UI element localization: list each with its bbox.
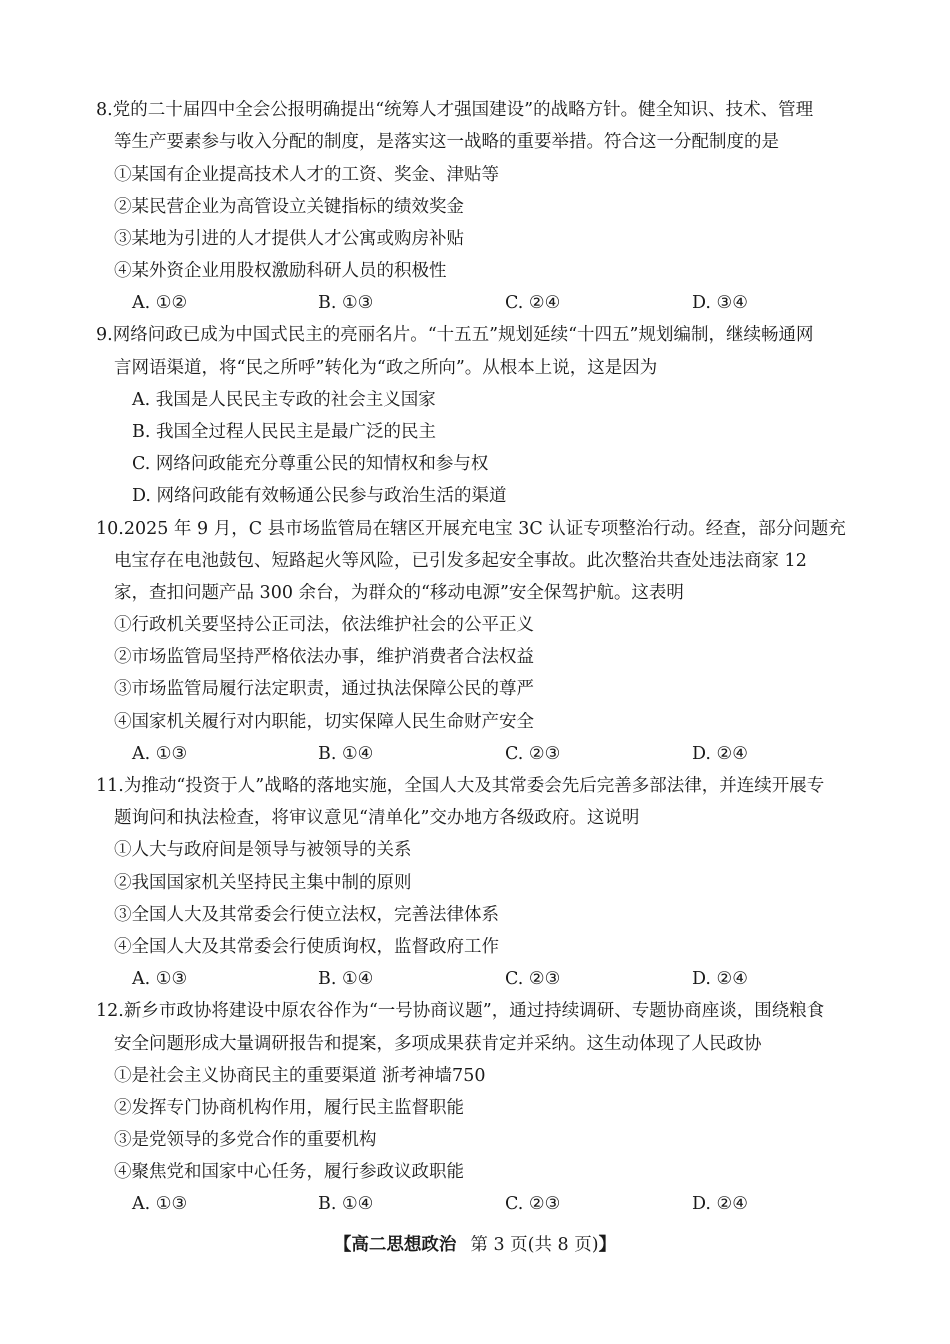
question-11-item-4: ④全国人大及其常委会行使质询权，监督政府工作 — [114, 937, 499, 957]
question-11-item-3: ③全国人大及其常委会行使立法权，完善法律体系 — [114, 905, 499, 925]
question-11-choice-c: C. ②③ — [505, 969, 561, 989]
footer-subject: 高二思想政治 — [351, 1235, 457, 1255]
question-9-stem-line-2: 言网语渠道，将“民之所呼”转化为“政之所向”。从根本上说，这是因为 — [114, 358, 658, 378]
question-10-stem-line-1: 10.2025 年 9 月，C 县市场监管局在辖区开展充电宝 3C 认证专项整治行动。经查，部分问题充 — [96, 519, 846, 539]
question-9-option-c: C. 网络问政能充分尊重公民的知情权和参与权 — [132, 454, 489, 474]
question-12-stem-line-2: 安全问题形成大量调研报告和提案，多项成果获肯定并采纳。这生动体现了人民政协 — [114, 1034, 762, 1054]
question-8-choice-b: B. ①③ — [318, 293, 374, 313]
question-8-item-3: ③某地为引进的人才提供人才公寓或购房补贴 — [114, 229, 464, 249]
question-9-option-d: D. 网络问政能有效畅通公民参与政治生活的渠道 — [132, 486, 507, 506]
question-11-stem-line-1: 11.为推动“投资于人”战略的落地实施，全国人大及其常委会先后完善多部法律，并连续开展专 — [96, 776, 825, 796]
question-10-item-4: ④国家机关履行对内职能，切实保障人民生命财产安全 — [114, 712, 534, 732]
question-12-item-4: ④聚焦党和国家中心任务，履行参政议政职能 — [114, 1162, 464, 1182]
question-10-choice-b: B. ①④ — [318, 744, 374, 764]
question-12-item-2: ②发挥专门协商机构作用，履行民主监督职能 — [114, 1098, 464, 1118]
question-10-item-2: ②市场监管局坚持严格依法办事，维护消费者合法权益 — [114, 647, 534, 667]
question-10-choice-a: A. ①③ — [132, 744, 188, 764]
question-12-choice-d: D. ②④ — [692, 1194, 748, 1214]
question-9-option-b: B. 我国全过程人民民主是最广泛的民主 — [132, 422, 436, 442]
question-12-item-3: ③是党领导的多党合作的重要机构 — [114, 1130, 377, 1150]
question-8-stem-line-1: 8.党的二十届四中全会公报明确提出“统筹人才强国建设”的战略方针。健全知识、技术、管理 — [96, 100, 814, 120]
question-11-choice-d: D. ②④ — [692, 969, 748, 989]
question-8-item-1: ①某国有企业提高技术人才的工资、奖金、津贴等 — [114, 165, 499, 185]
footer-right-bracket: 】 — [598, 1235, 617, 1255]
question-11-choice-a: A. ①③ — [132, 969, 188, 989]
question-8-choice-a: A. ①② — [132, 293, 188, 313]
question-8-stem-line-2: 等生产要素参与收入分配的制度，是落实这一战略的重要举措。符合这一分配制度的是 — [114, 132, 779, 152]
question-8-choice-d: D. ③④ — [692, 293, 748, 313]
question-10-item-3: ③市场监管局履行法定职责，通过执法保障公民的尊严 — [114, 679, 534, 699]
question-12-choice-a: A. ①③ — [132, 1194, 188, 1214]
question-9-option-a: A. 我国是人民民主专政的社会主义国家 — [132, 390, 436, 410]
question-10-item-1: ①行政机关要坚持公正司法，依法维护社会的公平正义 — [114, 615, 534, 635]
question-12-choice-b: B. ①④ — [318, 1194, 374, 1214]
question-12-item-1: ①是社会主义协商民主的重要渠道 浙考神墙750 — [114, 1066, 486, 1086]
question-8-item-4: ④某外资企业用股权激励科研人员的积极性 — [114, 261, 447, 281]
question-8-item-2: ②某民营企业为高管设立关键指标的绩效奖金 — [114, 197, 464, 217]
question-12-choice-c: C. ②③ — [505, 1194, 561, 1214]
question-10-choice-d: D. ②④ — [692, 744, 748, 764]
question-11-item-2: ②我国国家机关坚持民主集中制的原则 — [114, 873, 412, 893]
question-10-stem-line-2: 电宝存在电池鼓包、短路起火等风险，已引发多起安全事故。此次整治共查处违法商家 12 — [114, 551, 807, 571]
page-footer — [0, 1233, 950, 1257]
question-10-choice-c: C. ②③ — [505, 744, 561, 764]
question-12-stem-line-1: 12.新乡市政协将建设中原农谷作为“一号协商议题”，通过持续调研、专题协商座谈，围绕粮食 — [96, 1001, 825, 1021]
question-8-choice-c: C. ②④ — [505, 293, 561, 313]
question-10-stem-line-3: 家，查扣问题产品 300 余台，为群众的“移动电源”安全保驾护航。这表明 — [114, 583, 684, 603]
footer-left-bracket: 【 — [333, 1235, 352, 1255]
question-11-choice-b: B. ①④ — [318, 969, 374, 989]
question-11-stem-line-2: 题询问和执法检查，将审议意见“清单化”交办地方各级政府。这说明 — [114, 808, 640, 828]
footer-page-info: 第 3 页(共 8 页) — [470, 1235, 599, 1255]
question-9-stem-line-1: 9.网络问政已成为中国式民主的亮丽名片。“十五五”规划延续“十四五”规划编制，继续畅通网 — [96, 325, 814, 345]
question-11-item-1: ①人大与政府间是领导与被领导的关系 — [114, 840, 412, 860]
